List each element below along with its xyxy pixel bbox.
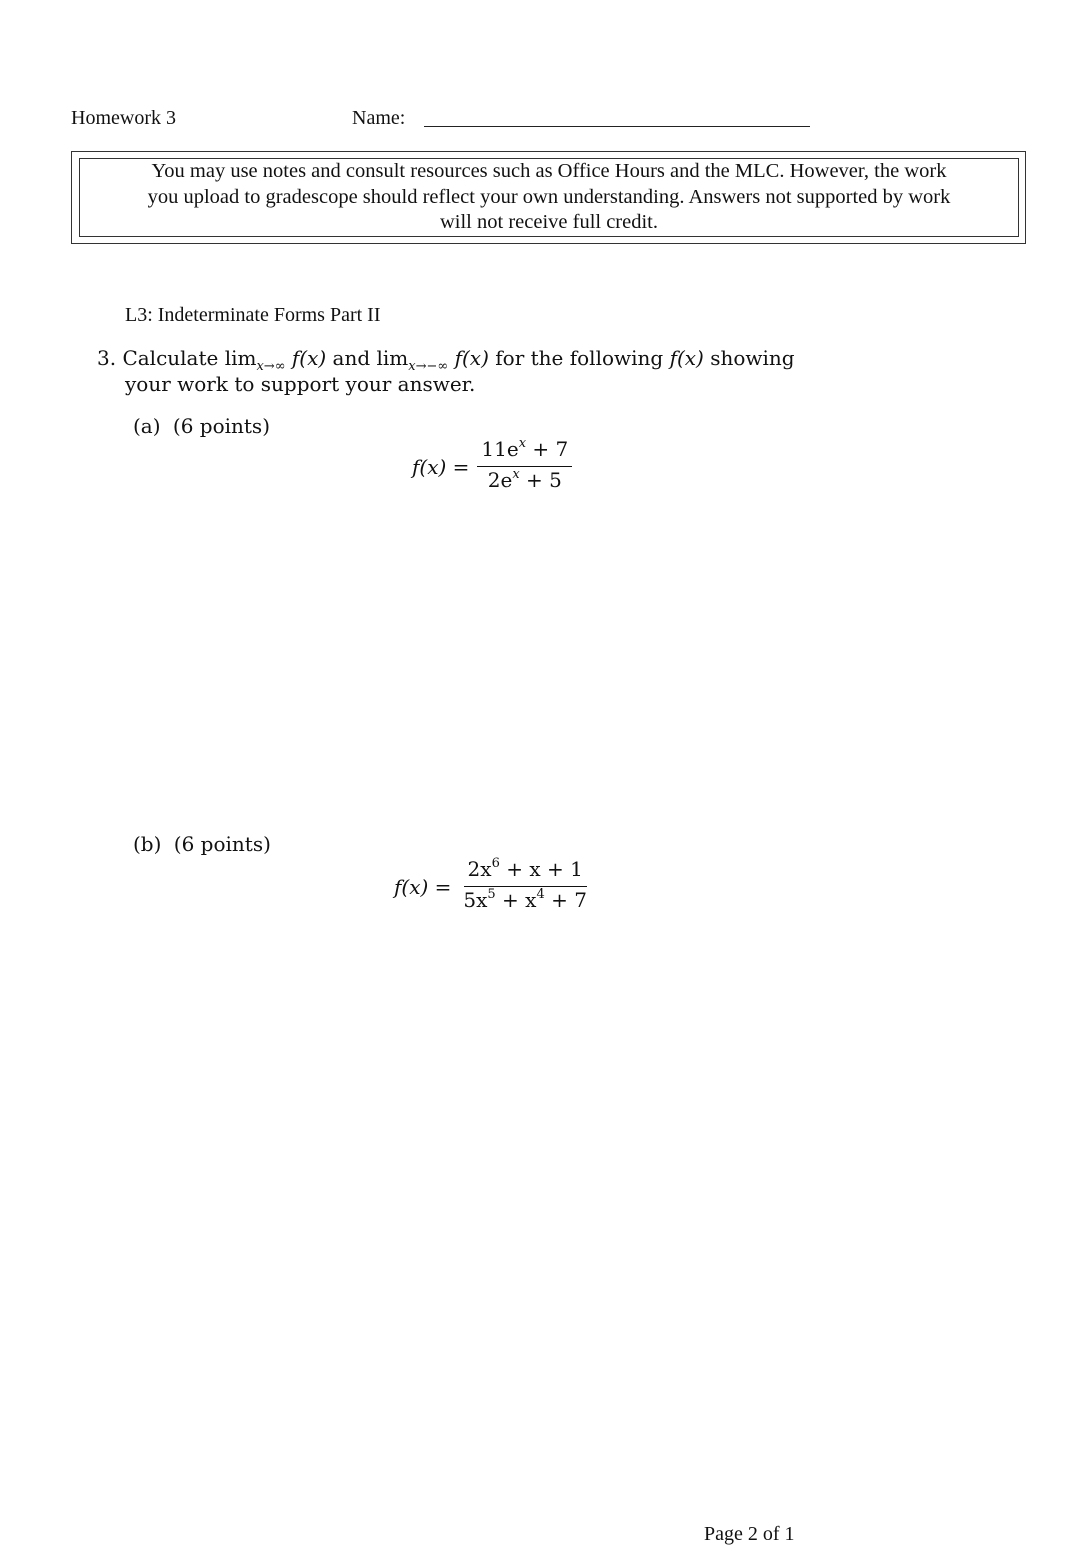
problem-and: and lim [332, 346, 409, 370]
part-a-den-coef: 2e [487, 468, 513, 492]
fx-3: f(x) [669, 346, 704, 370]
part-b-den-a-exp: 5 [487, 887, 496, 902]
section-title: L3: Indeterminate Forms Part II [125, 304, 381, 326]
notice-inner-border [79, 158, 1019, 237]
notice-line-3: will not receive full credit. [439, 211, 658, 234]
notice-box [71, 151, 1026, 244]
part-b-den-rest: + 7 [544, 888, 587, 912]
limit-subscript-pos-inf: x→∞ [256, 359, 286, 374]
part-b-points: (6 points) [173, 832, 271, 856]
fx-2: f(x) [454, 346, 489, 370]
problem-text-end: for the following [495, 346, 664, 370]
part-a-den-exp: x [512, 467, 520, 482]
part-b-lhs: f(x) = [394, 874, 452, 899]
page-number: Page 2 of 1 [704, 1523, 795, 1545]
problem-line-2: your work to support your answer. [125, 372, 476, 396]
part-b-num-rest: + x + 1 [499, 857, 583, 881]
limit-subscript-neg-inf: x→−∞ [408, 359, 449, 374]
problem-text-start: Calculate lim [122, 346, 257, 370]
part-b-equation [394, 856, 591, 917]
part-a-num-exp: x [518, 436, 527, 451]
problem-showing: showing [710, 346, 795, 370]
part-a-points: (6 points) [172, 414, 270, 438]
part-a-label-row [133, 413, 270, 439]
part-b-den-a: 5x [463, 888, 488, 912]
part-b-denominator [459, 887, 591, 917]
part-a-num-coef: 11e [481, 437, 519, 461]
part-a-equation [412, 436, 572, 497]
part-b-label-row [133, 831, 271, 857]
part-b-num-a: 2x [467, 857, 492, 881]
part-b-den-b-exp: 4 [536, 887, 545, 902]
part-b-numerator [464, 856, 587, 887]
part-a-num-rest: + 7 [526, 437, 569, 461]
part-b-den-b: + x [495, 888, 537, 912]
notice-text [148, 159, 951, 236]
homework-title: Homework 3 [71, 107, 176, 129]
name-label: Name: [352, 107, 406, 129]
part-a-denominator [484, 467, 566, 497]
part-a-label: (a) [133, 414, 161, 438]
part-a-lhs: f(x) = [412, 454, 470, 479]
part-a-fraction [477, 436, 572, 497]
part-b-fraction [459, 856, 591, 917]
fx-1: f(x) [291, 346, 327, 370]
part-a-den-rest: + 5 [519, 468, 562, 492]
notice-line-2: you upload to gradescope should reflect your own understanding. Answers not supported by work [147, 185, 951, 208]
part-b-label: (b) [133, 832, 162, 856]
notice-line-1: You may use notes and consult resources such as Office Hours and the MLC. However, the work [151, 160, 947, 183]
part-a-numerator [477, 436, 572, 467]
problem-number: 3. [97, 346, 117, 370]
part-b-num-exp: 6 [491, 856, 500, 871]
name-field-line [424, 126, 810, 127]
